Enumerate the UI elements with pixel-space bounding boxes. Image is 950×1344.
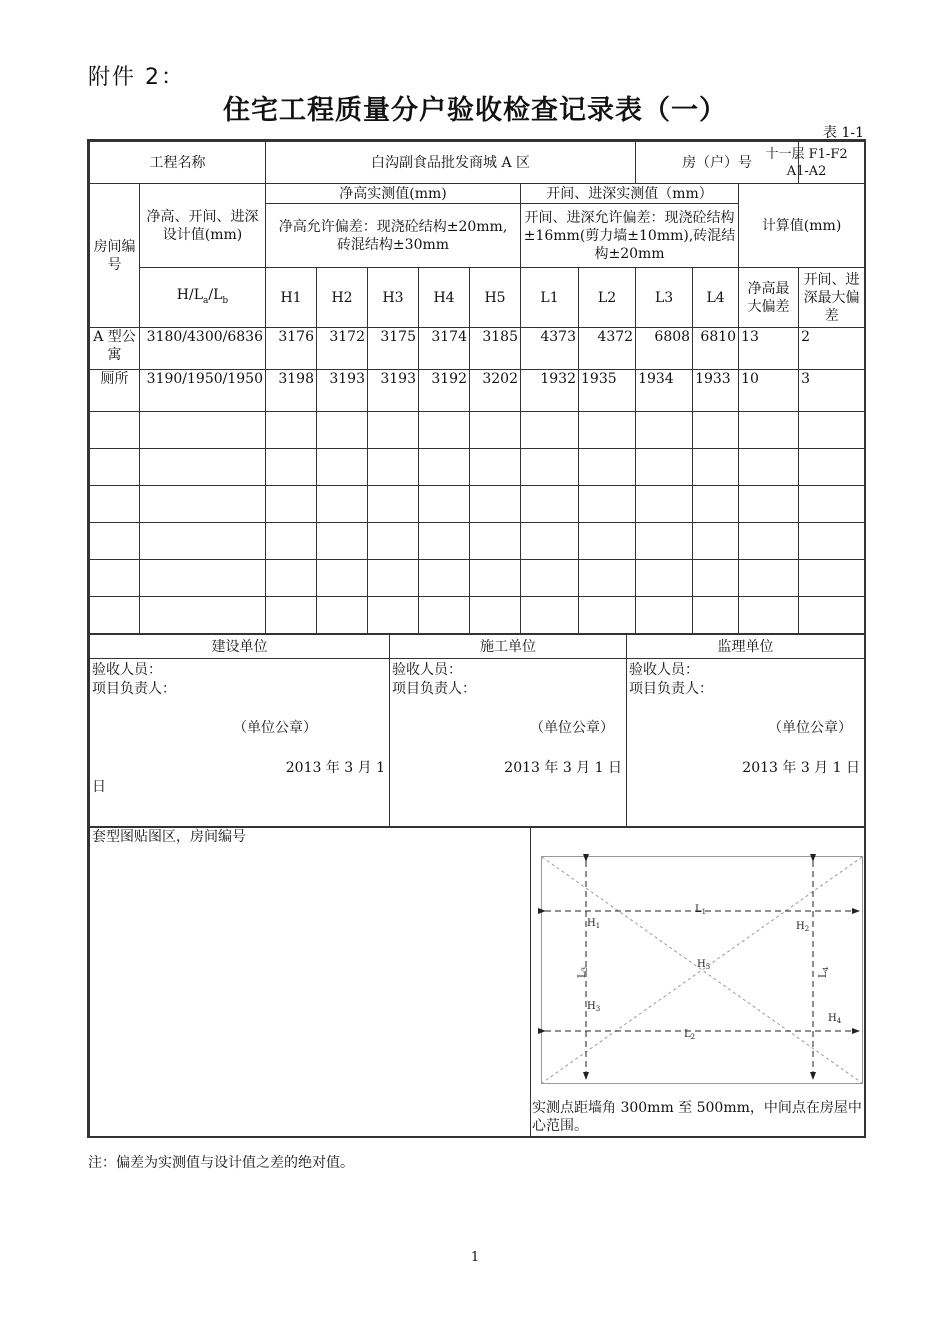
builder-unit-heading: 施工单位 <box>390 635 627 659</box>
h5-label <box>697 959 710 971</box>
l4-label <box>818 966 830 978</box>
h2-letter: H <box>796 921 805 932</box>
l1-letter: L <box>695 904 702 915</box>
h-cell: 3193 <box>317 370 368 412</box>
height-tolerance-line-2: 砖混结构±30mm <box>336 236 450 253</box>
h4-label <box>828 1013 842 1025</box>
l-cell: 4373 <box>521 328 579 370</box>
room-number-label: 房（户）号 <box>636 142 799 184</box>
manager-label: 项目负责人： <box>92 681 176 697</box>
seal-label: （单位公章） <box>233 720 317 736</box>
l-col-heading: L4 <box>693 268 739 328</box>
room-cell: A 型公寓 <box>90 328 140 370</box>
max-span-dev-cell: 3 <box>799 370 865 412</box>
footnote: 注：偏差为实测值与设计值之差的绝对值。 <box>88 1155 354 1171</box>
project-name-value: 白沟副食品批发商城 A 区 <box>266 142 636 184</box>
floor-plan-paste-area: 套型图贴图区，房间编号 <box>90 828 531 1137</box>
sign-date: 2013 年 3 月 1 日 <box>742 760 860 776</box>
h-cell: 3172 <box>317 328 368 370</box>
construction-signature-block <box>90 659 390 827</box>
supervisor-signature-block <box>627 659 865 827</box>
height-measured-heading: 净高实测值(mm) <box>266 184 521 204</box>
inspector-label: 验收人员： <box>392 662 462 678</box>
hl-slash: /L <box>208 286 223 303</box>
l3-letter: L <box>577 971 588 978</box>
empty-row <box>90 486 865 523</box>
page-number: 1 <box>470 1250 480 1265</box>
h1-letter: H <box>587 918 596 929</box>
l4-index: 4 <box>822 966 830 972</box>
span-tolerance-note: 开间、进深允许偏差：现浇砼结构±16mm(剪力墙±10mm),砖混结构±20mm <box>521 204 739 268</box>
measurement-point-diagram <box>531 828 865 1137</box>
h-col-heading: H2 <box>317 268 368 328</box>
h5-letter: H <box>697 959 706 970</box>
l2-label <box>684 1029 695 1041</box>
l2-letter: L <box>684 1029 691 1040</box>
empty-row <box>90 560 865 597</box>
h-cell: 3193 <box>368 370 419 412</box>
h2-index: 2 <box>804 925 810 933</box>
h-cell: 3198 <box>266 370 317 412</box>
room-number-line-1: 十一层 F1-F2 <box>765 146 848 162</box>
builder-signature-block <box>390 659 627 827</box>
room-outline <box>542 857 863 1084</box>
h-col-heading: H1 <box>266 268 317 328</box>
diagram-table <box>89 827 865 1137</box>
l1-label <box>695 904 706 916</box>
empty-row <box>90 412 865 449</box>
empty-row <box>90 523 865 560</box>
inspector-label: 验收人员： <box>629 662 699 678</box>
seal-label: （单位公章） <box>530 720 614 736</box>
h-cell: 3175 <box>368 328 419 370</box>
sign-date: 2013 年 3 月 1 <box>285 760 385 776</box>
manager-label: 项目负责人： <box>392 681 476 697</box>
l-col-heading: L1 <box>521 268 579 328</box>
max-height-dev-heading: 净高最大偏差 <box>739 268 799 328</box>
attachment-label: 附件 2： <box>88 65 185 90</box>
hl-sub-b: b <box>222 295 229 306</box>
max-span-dev-heading: 开间、进深最大偏差 <box>799 268 865 328</box>
supervisor-unit-heading: 监理单位 <box>627 635 865 659</box>
project-name-label: 工程名称 <box>90 142 266 184</box>
h-cell: 3176 <box>266 328 317 370</box>
table-row <box>90 328 865 370</box>
hl-formula-heading <box>140 268 266 328</box>
empty-row <box>90 449 865 486</box>
hl-sub-a: a <box>203 295 209 306</box>
l-col-heading: L2 <box>579 268 636 328</box>
height-tolerance-line-1: 净高允许偏差：现浇砼结构±20mm, <box>278 218 508 235</box>
room-number-value <box>765 142 865 184</box>
signature-table <box>89 634 865 827</box>
record-form <box>87 139 866 1138</box>
measurement-table <box>89 141 865 634</box>
room-no-heading: 房间编号 <box>90 184 140 328</box>
h3-letter: H <box>587 1001 596 1012</box>
h-cell: 3185 <box>470 328 521 370</box>
height-tolerance-note <box>266 204 521 268</box>
l-cell: 1935 <box>579 370 636 412</box>
h1-index: 1 <box>595 922 601 930</box>
h3-label <box>587 1001 600 1013</box>
diagram-caption: 实测点距墙角 300mm 至 500mm，中间点在房屋中心范围。 <box>532 1100 862 1134</box>
empty-row <box>90 597 865 634</box>
sign-date-day: 日 <box>92 779 106 795</box>
h-cell: 3202 <box>470 370 521 412</box>
h2-label <box>796 921 809 933</box>
design-value-heading: 净高、开间、进深设计值(mm) <box>140 184 266 268</box>
h-cell: 3174 <box>419 328 470 370</box>
max-span-dev-cell: 2 <box>799 328 865 370</box>
l-col-heading: L3 <box>636 268 693 328</box>
construction-unit-heading: 建设单位 <box>90 635 390 659</box>
seal-label: （单位公章） <box>768 720 852 736</box>
page-title: 住宅工程质量分户验收检查记录表（一） <box>223 95 727 126</box>
h4-letter: H <box>828 1013 837 1024</box>
l4-letter: L <box>818 971 829 978</box>
l-cell: 1934 <box>636 370 693 412</box>
h-col-heading: H5 <box>470 268 521 328</box>
room-cell: 厕所 <box>90 370 140 412</box>
l2-index: 2 <box>690 1033 696 1041</box>
hl-formula-text: H/L <box>176 286 204 303</box>
max-height-dev-cell: 13 <box>739 328 799 370</box>
l-cell: 6810 <box>693 328 739 370</box>
l1-index: 1 <box>701 908 707 916</box>
h4-index: 4 <box>836 1017 842 1025</box>
h-col-heading: H4 <box>419 268 470 328</box>
h5-index: 5 <box>705 963 711 971</box>
max-height-dev-cell: 10 <box>739 370 799 412</box>
h1-label <box>587 918 600 930</box>
point-layout-svg <box>541 856 863 1084</box>
h-cell: 3192 <box>419 370 470 412</box>
manager-label: 项目负责人： <box>629 681 713 697</box>
inspector-label: 验收人员： <box>92 662 162 678</box>
l-cell: 1932 <box>521 370 579 412</box>
design-cell: 3190/1950/1950 <box>140 370 266 412</box>
sign-date: 2013 年 3 月 1 日 <box>504 760 622 776</box>
h3-index: 3 <box>595 1005 601 1013</box>
l-cell: 4372 <box>579 328 636 370</box>
span-measured-heading: 开间、进深实测值（mm） <box>521 184 739 204</box>
calc-value-heading: 计算值(mm) <box>739 184 865 268</box>
l-cell: 1933 <box>693 370 739 412</box>
l-cell: 6808 <box>636 328 693 370</box>
table-row <box>90 370 865 412</box>
l3-index: 3 <box>581 966 589 972</box>
room-number-line-2: A1-A2 <box>786 163 827 179</box>
table-number: 表 1-1 <box>823 125 864 141</box>
l3-label <box>577 967 589 978</box>
design-cell: 3180/4300/6836 <box>140 328 266 370</box>
h-col-heading: H3 <box>368 268 419 328</box>
